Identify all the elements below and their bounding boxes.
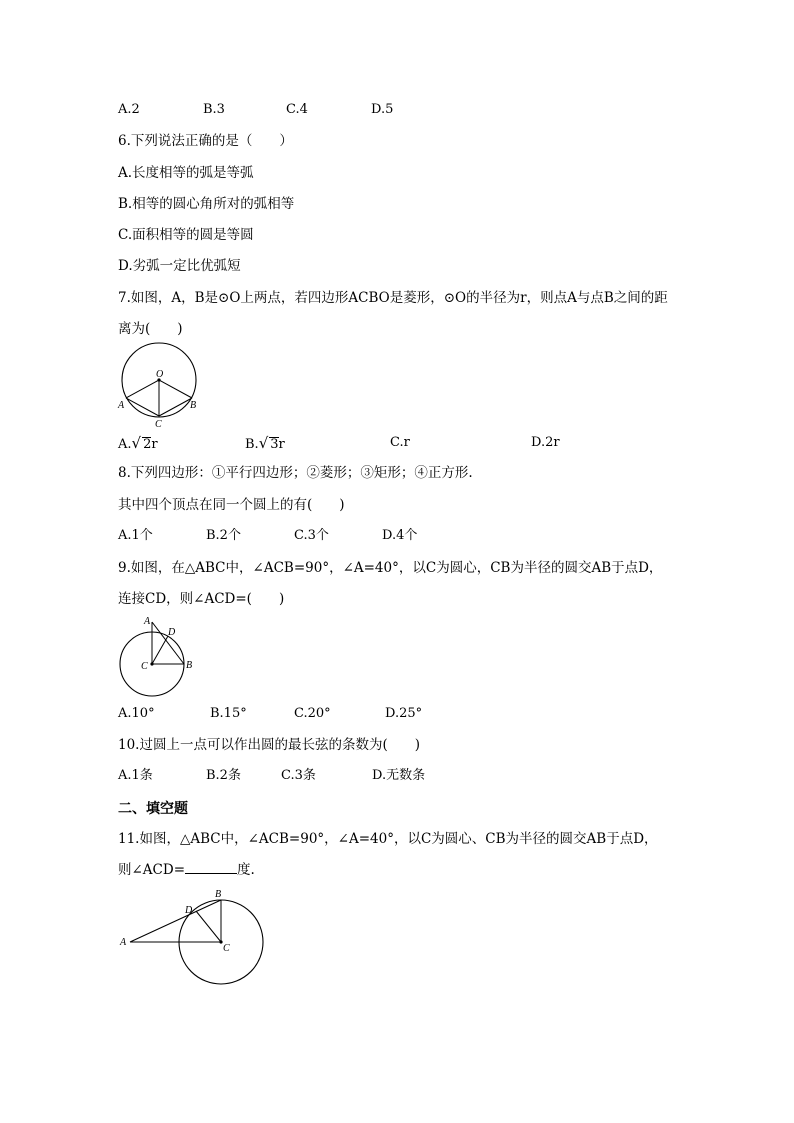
q11-stem-line2: 则∠ACD= 度. (118, 862, 255, 878)
q7-label-o: O (156, 369, 164, 380)
q11-figure (118, 888, 268, 986)
q10-option-c: C.3条 (281, 768, 316, 783)
q5-option-d: D.5 (371, 102, 394, 117)
q8-option-d: D.4个 (382, 528, 418, 543)
q5-option-c: C.4 (286, 102, 308, 117)
q9-option-b: B.15° (210, 706, 247, 721)
q7-option-d: D.2r (531, 435, 560, 450)
q11-label-a: A (120, 937, 127, 948)
q8-stem-line1: 8.下列四边形：①平行四边形；②菱形；③矩形；④正方形. (118, 465, 473, 481)
q5-option-b: B.3 (203, 102, 225, 117)
q10-option-a: A.1条 (118, 768, 153, 783)
q8-option-b: B.2个 (206, 528, 241, 543)
q9-option-a: A.10° (118, 706, 155, 721)
q9-label-c: C (141, 661, 148, 672)
q7-label-a: A (118, 400, 125, 411)
q9-stem-line2: 连接CD，则∠ACD=( ) (118, 591, 285, 607)
q7-option-b: B.√ 3r (245, 434, 285, 452)
q7-option-a-radicand: 2 (143, 437, 152, 452)
q9-option-d: D.25° (385, 706, 423, 721)
q6-option-c: C.面积相等的圆是等圆 (118, 227, 254, 243)
q6-option-d: D.劣弧一定比优弧短 (118, 258, 241, 274)
q10-option-d: D.无数条 (372, 768, 426, 783)
q8-option-a: A.1个 (118, 528, 153, 543)
q7-label-c: C (155, 419, 162, 430)
q8-option-c: C.3个 (294, 528, 329, 543)
q10-option-b: B.2条 (206, 768, 241, 783)
q6-option-b: B.相等的圆心角所对的弧相等 (118, 196, 295, 212)
section-title-fill-in: 二、填空题 (118, 801, 188, 817)
q9-stem-line1: 9.如图，在△ABC中，∠ACB=90°，∠A=40°，以C为圆心，CB为半径的圆交AB于点D， (118, 560, 663, 576)
q7-stem-line1: 7.如图，A，B是⊙O上两点，若四边形ACBO是菱形，⊙O的半径为r，则点A与点B之间的距 (118, 290, 668, 306)
q11-stem-line1: 11.如图，△ABC中，∠ACB=90°，∠A=40°，以C为圆心、CB为半径的圆交AB于点D， (118, 831, 658, 847)
q7-stem-line2: 离为( ) (118, 321, 183, 337)
q7-option-c: C.r (390, 435, 410, 450)
q6-stem: 6.下列说法正确的是（ ） (118, 133, 293, 149)
q9-label-a: A (144, 616, 151, 627)
q11-label-b: B (215, 889, 222, 900)
q7-option-b-radicand: 3 (270, 437, 279, 452)
q8-stem-line2: 其中四个顶点在同一个圆上的有( ) (118, 497, 345, 513)
q7-label-b: B (190, 400, 197, 411)
q11-label-c: C (223, 943, 230, 954)
q9-label-b: B (186, 660, 193, 671)
q10-stem: 10.过圆上一点可以作出圆的最长弦的条数为( ) (118, 737, 421, 753)
q6-option-a: A.长度相等的弧是等弧 (118, 165, 254, 181)
q7-figure (118, 342, 202, 430)
q5-option-a: A.2 (118, 102, 140, 117)
q9-label-d: D (168, 627, 176, 638)
q11-label-d: D (185, 905, 193, 916)
q9-figure (118, 612, 198, 698)
q11-answer-blank[interactable] (185, 861, 237, 874)
q7-option-a: A.√ 2r (118, 434, 158, 452)
q9-option-c: C.20° (294, 706, 331, 721)
